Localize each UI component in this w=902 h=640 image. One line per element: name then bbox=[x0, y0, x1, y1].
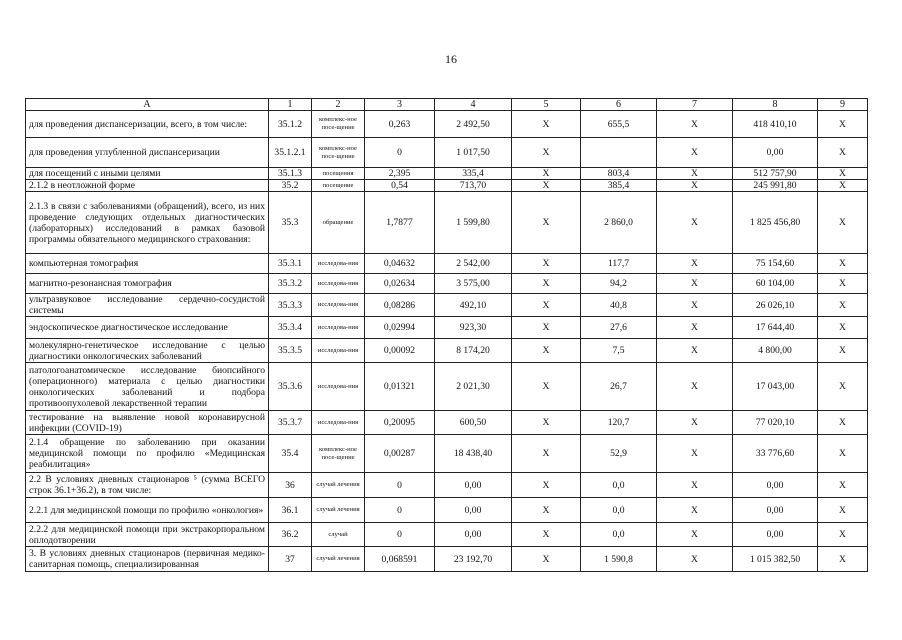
table-row bbox=[26, 274, 868, 294]
row-code: 35.1.3 bbox=[269, 168, 312, 180]
row-per-capita: 26,7 bbox=[581, 363, 657, 411]
row-cost-norm: 0,00 bbox=[435, 498, 512, 523]
row-unit: комплекс-ное посе-щение bbox=[312, 111, 365, 138]
row-code: 35.3 bbox=[269, 192, 312, 254]
column-header: 5 bbox=[512, 99, 581, 111]
row-col-7: Х bbox=[657, 435, 733, 473]
row-description: магнитно-резонансная томография bbox=[26, 274, 269, 294]
row-col-7: Х bbox=[657, 473, 733, 498]
row-volume-norm: 0 bbox=[365, 523, 435, 547]
row-col-7: Х bbox=[657, 254, 733, 274]
row-cost-norm: 492,10 bbox=[435, 294, 512, 317]
row-cost-norm: 8 174,20 bbox=[435, 339, 512, 363]
row-volume-norm: 0,20095 bbox=[365, 411, 435, 435]
row-col-7: Х bbox=[657, 363, 733, 411]
row-cost-norm: 600,50 bbox=[435, 411, 512, 435]
row-total: 0,00 bbox=[733, 523, 818, 547]
row-description: молекулярно-генетическое исследование с целью диагностики онкологических заболеваний bbox=[26, 339, 269, 363]
row-description: эндоскопическое диагностическое исследование bbox=[26, 317, 269, 339]
column-header: 7 bbox=[657, 99, 733, 111]
row-col-7: Х bbox=[657, 547, 733, 572]
row-volume-norm: 0 bbox=[365, 138, 435, 168]
row-description: 3. В условиях дневных стационаров (первичная медико-санитарная помощь, специализированная bbox=[26, 547, 269, 572]
row-unit: случай лечения bbox=[312, 547, 365, 572]
table-body bbox=[26, 111, 868, 572]
row-col-9: Х bbox=[818, 192, 868, 254]
row-code: 37 bbox=[269, 547, 312, 572]
row-code: 35.2 bbox=[269, 180, 312, 192]
row-per-capita: 0,0 bbox=[581, 473, 657, 498]
table-row bbox=[26, 180, 868, 192]
table-row bbox=[26, 411, 868, 435]
row-col-9: Х bbox=[818, 254, 868, 274]
row-unit: посещения bbox=[312, 168, 365, 180]
row-col-5: Х bbox=[512, 254, 581, 274]
row-unit: случай лечения bbox=[312, 473, 365, 498]
row-description: компьютерная томография bbox=[26, 254, 269, 274]
row-unit: случай лечения bbox=[312, 498, 365, 523]
table-row bbox=[26, 523, 868, 547]
row-col-7: Х bbox=[657, 339, 733, 363]
volume-cost-table bbox=[25, 98, 868, 572]
row-col-9: Х bbox=[818, 523, 868, 547]
row-per-capita: 94,2 bbox=[581, 274, 657, 294]
row-volume-norm: 0,00092 bbox=[365, 339, 435, 363]
row-total: 245 991,80 bbox=[733, 180, 818, 192]
row-per-capita: 117,7 bbox=[581, 254, 657, 274]
row-volume-norm: 0 bbox=[365, 473, 435, 498]
column-header: 9 bbox=[818, 99, 868, 111]
row-total: 418 410,10 bbox=[733, 111, 818, 138]
table-row bbox=[26, 138, 868, 168]
row-code: 36 bbox=[269, 473, 312, 498]
row-unit: случай bbox=[312, 523, 365, 547]
row-col-5: Х bbox=[512, 547, 581, 572]
row-unit: исследова-ния bbox=[312, 254, 365, 274]
column-header: 8 bbox=[733, 99, 818, 111]
row-code: 35.3.5 bbox=[269, 339, 312, 363]
row-col-7: Х bbox=[657, 192, 733, 254]
row-unit: исследова-ния bbox=[312, 294, 365, 317]
row-per-capita: 7,5 bbox=[581, 339, 657, 363]
row-volume-norm: 0,08286 bbox=[365, 294, 435, 317]
row-total: 0,00 bbox=[733, 473, 818, 498]
table-row bbox=[26, 547, 868, 572]
row-volume-norm: 0,02994 bbox=[365, 317, 435, 339]
row-col-9: Х bbox=[818, 473, 868, 498]
table-row bbox=[26, 363, 868, 411]
column-header: А bbox=[26, 99, 269, 111]
row-volume-norm: 2,395 bbox=[365, 168, 435, 180]
row-cost-norm: 713,70 bbox=[435, 180, 512, 192]
page-number: 16 bbox=[445, 52, 457, 66]
row-unit: исследова-ния bbox=[312, 339, 365, 363]
row-volume-norm: 0,00287 bbox=[365, 435, 435, 473]
row-col-9: Х bbox=[818, 339, 868, 363]
row-description: тестирование на выявление новой коронавирусной инфекции (COVID-19) bbox=[26, 411, 269, 435]
row-unit: обращение bbox=[312, 192, 365, 254]
row-per-capita: 2 860,0 bbox=[581, 192, 657, 254]
row-per-capita: 1 590,8 bbox=[581, 547, 657, 572]
row-col-5: Х bbox=[512, 523, 581, 547]
row-col-5: Х bbox=[512, 168, 581, 180]
row-description: для посещений с иными целями bbox=[26, 168, 269, 180]
row-col-5: Х bbox=[512, 192, 581, 254]
row-per-capita: 120,7 bbox=[581, 411, 657, 435]
row-total: 17 043,00 bbox=[733, 363, 818, 411]
row-col-5: Х bbox=[512, 274, 581, 294]
row-total: 512 757,90 bbox=[733, 168, 818, 180]
row-description: 2.2.1 для медицинской помощи по профилю «онкология» bbox=[26, 498, 269, 523]
row-total: 17 644,40 bbox=[733, 317, 818, 339]
row-cost-norm: 335,4 bbox=[435, 168, 512, 180]
row-description: 2.2.2 для медицинской помощи при экстракорпоральном оплодотворении bbox=[26, 523, 269, 547]
row-col-5: Х bbox=[512, 411, 581, 435]
row-per-capita bbox=[581, 138, 657, 168]
row-per-capita: 52,9 bbox=[581, 435, 657, 473]
row-unit: исследова-ния bbox=[312, 363, 365, 411]
row-total: 75 154,60 bbox=[733, 254, 818, 274]
row-total: 4 800,00 bbox=[733, 339, 818, 363]
row-total: 0,00 bbox=[733, 498, 818, 523]
row-cost-norm: 18 438,40 bbox=[435, 435, 512, 473]
row-description: 2.1.2 в неотложной форме bbox=[26, 180, 269, 192]
table-row bbox=[26, 168, 868, 180]
row-col-9: Х bbox=[818, 547, 868, 572]
row-per-capita: 0,0 bbox=[581, 523, 657, 547]
row-code: 35.3.4 bbox=[269, 317, 312, 339]
row-col-5: Х bbox=[512, 180, 581, 192]
row-cost-norm: 0,00 bbox=[435, 523, 512, 547]
table-row bbox=[26, 435, 868, 473]
row-col-5: Х bbox=[512, 473, 581, 498]
table-row bbox=[26, 111, 868, 138]
row-per-capita: 803,4 bbox=[581, 168, 657, 180]
row-col-7: Х bbox=[657, 111, 733, 138]
row-volume-norm: 0,01321 bbox=[365, 363, 435, 411]
row-total: 1 015 382,50 bbox=[733, 547, 818, 572]
row-col-9: Х bbox=[818, 498, 868, 523]
row-per-capita: 655,5 bbox=[581, 111, 657, 138]
row-total: 60 104,00 bbox=[733, 274, 818, 294]
row-per-capita: 27,6 bbox=[581, 317, 657, 339]
column-header: 6 bbox=[581, 99, 657, 111]
row-col-7: Х bbox=[657, 180, 733, 192]
row-unit: исследова-ния bbox=[312, 411, 365, 435]
column-header: 2 bbox=[312, 99, 365, 111]
row-total: 1 825 456,80 bbox=[733, 192, 818, 254]
row-col-9: Х bbox=[818, 274, 868, 294]
row-col-9: Х bbox=[818, 435, 868, 473]
row-volume-norm: 1,7877 bbox=[365, 192, 435, 254]
row-code: 35.3.1 bbox=[269, 254, 312, 274]
row-per-capita: 385,4 bbox=[581, 180, 657, 192]
row-code: 35.3.6 bbox=[269, 363, 312, 411]
row-unit: комплекс-ное посе-щение bbox=[312, 138, 365, 168]
row-cost-norm: 23 192,70 bbox=[435, 547, 512, 572]
row-description: для проведения углубленной диспансеризации bbox=[26, 138, 269, 168]
row-cost-norm: 1 599,80 bbox=[435, 192, 512, 254]
table-row bbox=[26, 498, 868, 523]
table-row bbox=[26, 192, 868, 254]
row-cost-norm: 0,00 bbox=[435, 473, 512, 498]
row-col-7: Х bbox=[657, 411, 733, 435]
row-description: для проведения диспансеризации, всего, в том числе: bbox=[26, 111, 269, 138]
table-row bbox=[26, 254, 868, 274]
column-header: 4 bbox=[435, 99, 512, 111]
row-col-5: Х bbox=[512, 339, 581, 363]
row-description: 2.1.3 в связи с заболеваниями (обращений), всего, из них проведение следующих отдельных диагностических (лабораторных) исследований в рамках базовой программы обязательного медицинского страхования: bbox=[26, 192, 269, 254]
column-header: 3 bbox=[365, 99, 435, 111]
row-per-capita: 0,0 bbox=[581, 498, 657, 523]
row-volume-norm: 0,02634 bbox=[365, 274, 435, 294]
row-cost-norm: 923,30 bbox=[435, 317, 512, 339]
row-code: 35.1.2.1 bbox=[269, 138, 312, 168]
row-description: 2.2 В условиях дневных стационаров ⁵ (сумма ВСЕГО строк 36.1+36.2), в том числе: bbox=[26, 473, 269, 498]
row-code: 35.1.2 bbox=[269, 111, 312, 138]
row-description: 2.1.4 обращение по заболеванию при оказании медицинской помощи по профилю «Медицинская реабилитация» bbox=[26, 435, 269, 473]
row-col-7: Х bbox=[657, 168, 733, 180]
row-col-5: Х bbox=[512, 294, 581, 317]
row-code: 35.3.3 bbox=[269, 294, 312, 317]
row-col-7: Х bbox=[657, 274, 733, 294]
row-volume-norm: 0,04632 bbox=[365, 254, 435, 274]
column-header: 1 bbox=[269, 99, 312, 111]
row-unit: исследова-ния bbox=[312, 317, 365, 339]
row-col-7: Х bbox=[657, 317, 733, 339]
row-col-5: Х bbox=[512, 435, 581, 473]
row-code: 36.1 bbox=[269, 498, 312, 523]
row-col-5: Х bbox=[512, 498, 581, 523]
row-total: 26 026,10 bbox=[733, 294, 818, 317]
row-unit: посещение bbox=[312, 180, 365, 192]
table-header bbox=[26, 99, 868, 111]
table-row bbox=[26, 294, 868, 317]
row-col-7: Х bbox=[657, 523, 733, 547]
row-col-9: Х bbox=[818, 168, 868, 180]
table-row bbox=[26, 473, 868, 498]
row-cost-norm: 2 021,30 bbox=[435, 363, 512, 411]
row-total: 0,00 bbox=[733, 138, 818, 168]
row-col-5: Х bbox=[512, 363, 581, 411]
row-volume-norm: 0,54 bbox=[365, 180, 435, 192]
row-cost-norm: 1 017,50 bbox=[435, 138, 512, 168]
row-description: патологоанатомическое исследование биопсийного (операционного) материала с целью диагностики онкологических заболеваний и подбора противоопухолевой лекарственной терапии bbox=[26, 363, 269, 411]
row-col-9: Х bbox=[818, 363, 868, 411]
row-code: 35.3.7 bbox=[269, 411, 312, 435]
row-cost-norm: 2 542,00 bbox=[435, 254, 512, 274]
row-cost-norm: 2 492,50 bbox=[435, 111, 512, 138]
row-col-9: Х bbox=[818, 138, 868, 168]
row-total: 77 020,10 bbox=[733, 411, 818, 435]
row-code: 36.2 bbox=[269, 523, 312, 547]
row-col-9: Х bbox=[818, 411, 868, 435]
row-total: 33 776,60 bbox=[733, 435, 818, 473]
row-code: 35.3.2 bbox=[269, 274, 312, 294]
row-volume-norm: 0,263 bbox=[365, 111, 435, 138]
row-col-9: Х bbox=[818, 317, 868, 339]
row-col-5: Х bbox=[512, 111, 581, 138]
row-col-7: Х bbox=[657, 498, 733, 523]
row-volume-norm: 0,068591 bbox=[365, 547, 435, 572]
row-col-7: Х bbox=[657, 138, 733, 168]
row-cost-norm: 3 575,00 bbox=[435, 274, 512, 294]
row-unit: исследова-ния bbox=[312, 274, 365, 294]
row-col-9: Х bbox=[818, 111, 868, 138]
table-row bbox=[26, 339, 868, 363]
row-col-9: Х bbox=[818, 294, 868, 317]
row-col-7: Х bbox=[657, 294, 733, 317]
row-description: ультразвуковое исследование сердечно-сосудистой системы bbox=[26, 294, 269, 317]
row-col-9: Х bbox=[818, 180, 868, 192]
row-unit: комплекс-ное посе-щение bbox=[312, 435, 365, 473]
row-col-5: Х bbox=[512, 138, 581, 168]
table-row bbox=[26, 317, 868, 339]
row-volume-norm: 0 bbox=[365, 498, 435, 523]
row-col-5: Х bbox=[512, 317, 581, 339]
row-code: 35.4 bbox=[269, 435, 312, 473]
row-per-capita: 40,8 bbox=[581, 294, 657, 317]
